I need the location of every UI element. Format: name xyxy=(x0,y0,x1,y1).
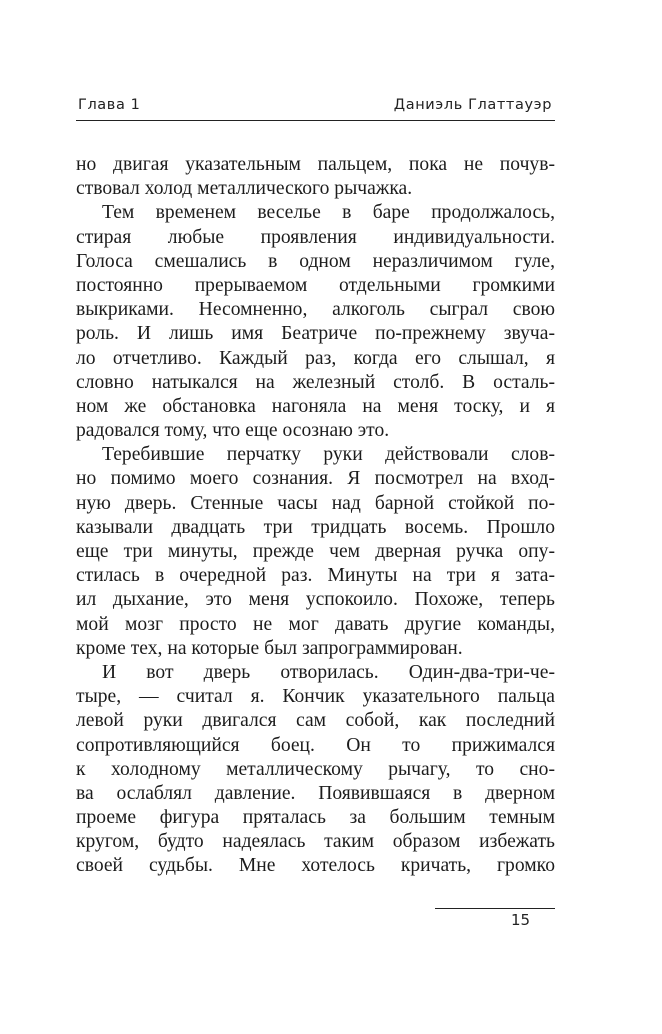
text-line: но помимо моего сознания. Я посмотрел на вход- xyxy=(76,468,555,490)
paragraph xyxy=(76,201,555,443)
page-number: 15 xyxy=(511,911,531,929)
text-line: Голоса смешались в одном неразличимом гуле, xyxy=(76,250,555,272)
text-line: к холодному металлическому рычагу, то сно- xyxy=(76,758,555,780)
text-line: словно натыкался на железный столб. В осталь- xyxy=(76,371,555,393)
author-name: Даниэль Глаттауэр xyxy=(393,97,552,113)
text-line: ном же обстановка нагоняла на меня тоску, и я xyxy=(76,395,555,417)
text-line: ил дыхание, это меня успокоило. Похоже, теперь xyxy=(76,589,555,611)
text-line: ло отчетливо. Каждый раз, когда его слышал, я xyxy=(76,347,555,369)
text-line: радовался тому, что еще осознаю это. xyxy=(76,420,390,442)
text-line: но двигая указательным пальцем, пока не почув- xyxy=(76,154,555,175)
text-line: стирая любые проявления индивидуальности. xyxy=(76,226,555,248)
chapter-title: Глава 1 xyxy=(78,97,141,113)
text-line: ствовал холод металлического рычажка. xyxy=(76,178,413,200)
running-header xyxy=(76,97,554,119)
text-line: мой мозг просто не мог давать другие команды, xyxy=(76,613,555,635)
footer-rule xyxy=(435,908,555,909)
text-line: выкриками. Несомненно, алкоголь сыграл свою xyxy=(76,299,555,321)
text-line: кроме тех, на которые был запрограммирован. xyxy=(76,637,463,659)
text-line: тыре, — считал я. Кончик указательного пальца xyxy=(76,686,555,708)
text-line: кругом, будто надеялась таким образом избежать xyxy=(76,831,555,853)
text-line: левой руки двигался сам собой, как последний xyxy=(76,710,555,732)
text-line: еще три минуты, прежде чем дверная ручка опу- xyxy=(76,541,555,562)
text-line: казывали двадцать три тридцать восемь. Прошло xyxy=(76,516,555,538)
text-line: проеме фигура пряталась за большим темным xyxy=(76,807,555,829)
paragraph xyxy=(76,661,555,879)
paragraph xyxy=(76,153,555,201)
text-line: роль. И лишь имя Беатриче по-прежнему звуча- xyxy=(76,323,555,345)
body-text xyxy=(76,153,555,879)
text-line: своей судьбы. Мне хотелось кричать, громко xyxy=(76,855,555,877)
text-line: стилась в очередной раз. Минуты на три я зата- xyxy=(76,565,555,587)
paragraph xyxy=(76,443,555,661)
text-line: сопротивляющийся боец. Он то прижимался xyxy=(76,734,555,756)
text-line: ва ослаблял давление. Появившаяся в дверном xyxy=(76,782,555,804)
text-line: ную дверь. Стенные часы над барной стойкой по- xyxy=(76,492,555,514)
text-line: Тем временем веселье в баре продолжалось, xyxy=(102,202,555,224)
text-line: Теребившие перчатку руки действовали слов- xyxy=(102,444,555,466)
header-rule xyxy=(76,120,555,121)
text-line: постоянно прерываемом отдельными громкими xyxy=(76,274,555,296)
text-line: И вот дверь отворилась. Один-два-три-че- xyxy=(102,661,555,683)
